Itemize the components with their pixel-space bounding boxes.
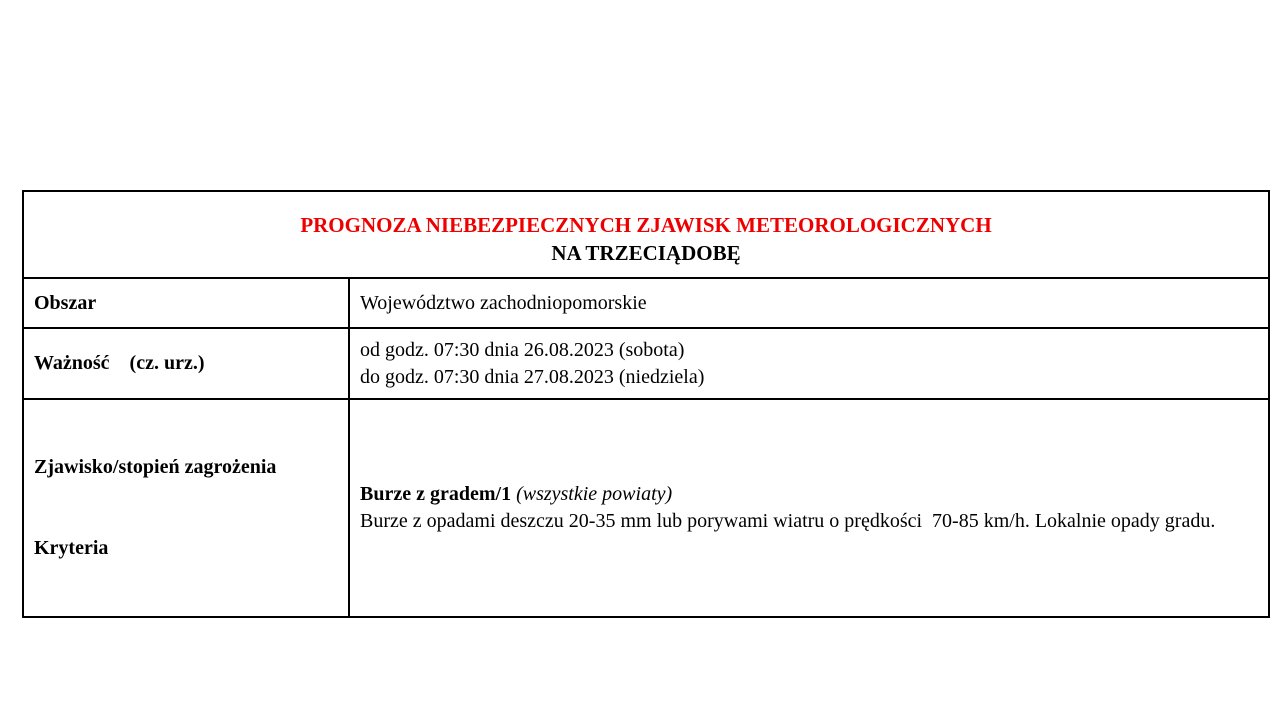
zjawisko-value-cell [349,399,1269,617]
zjawisko-value-line1 [360,481,1258,508]
document-title: PROGNOZA NIEBEZPIECZNYCH ZJAWISK METEOROLOGICZNYCH [300,213,992,237]
zjawisko-powiaty-note: (wszystkie powiaty) [511,483,673,505]
table-row-waznosc [23,328,1269,399]
table-row-obszar [23,278,1269,328]
zjawisko-label-cell [23,399,349,617]
zjawisko-phenomenon: Burze z gradem/1 [360,483,512,505]
table-header-row [23,191,1269,278]
waznosc-label: Ważność (cz. urz.) [23,328,349,399]
waznosc-value-cell [349,328,1269,399]
zjawisko-label-line2: Kryteria [34,537,109,559]
obszar-value-cell [349,278,1269,328]
obszar-value: Województwo zachodniopomorskie [360,291,647,314]
forecast-table [22,190,1270,618]
zjawisko-criteria-text: Burze z opadami deszczu 20-35 mm lub porywami wiatru o prędkości 70-85 km/h. Lokalnie opady gradu. [360,510,1216,532]
waznosc-value-from: od godz. 07:30 dnia 26.08.2023 (sobota) [360,338,685,361]
obszar-label: Obszar [23,278,349,328]
zjawisko-label-line1: Zjawisko/stopień zagrożenia [34,456,277,478]
document-subtitle: NA TRZECIĄDOBĘ [551,241,741,265]
waznosc-value-to: do godz. 07:30 dnia 27.08.2023 (niedziela) [360,365,705,388]
table-header-cell [23,191,1269,278]
table-row-zjawisko [23,399,1269,617]
